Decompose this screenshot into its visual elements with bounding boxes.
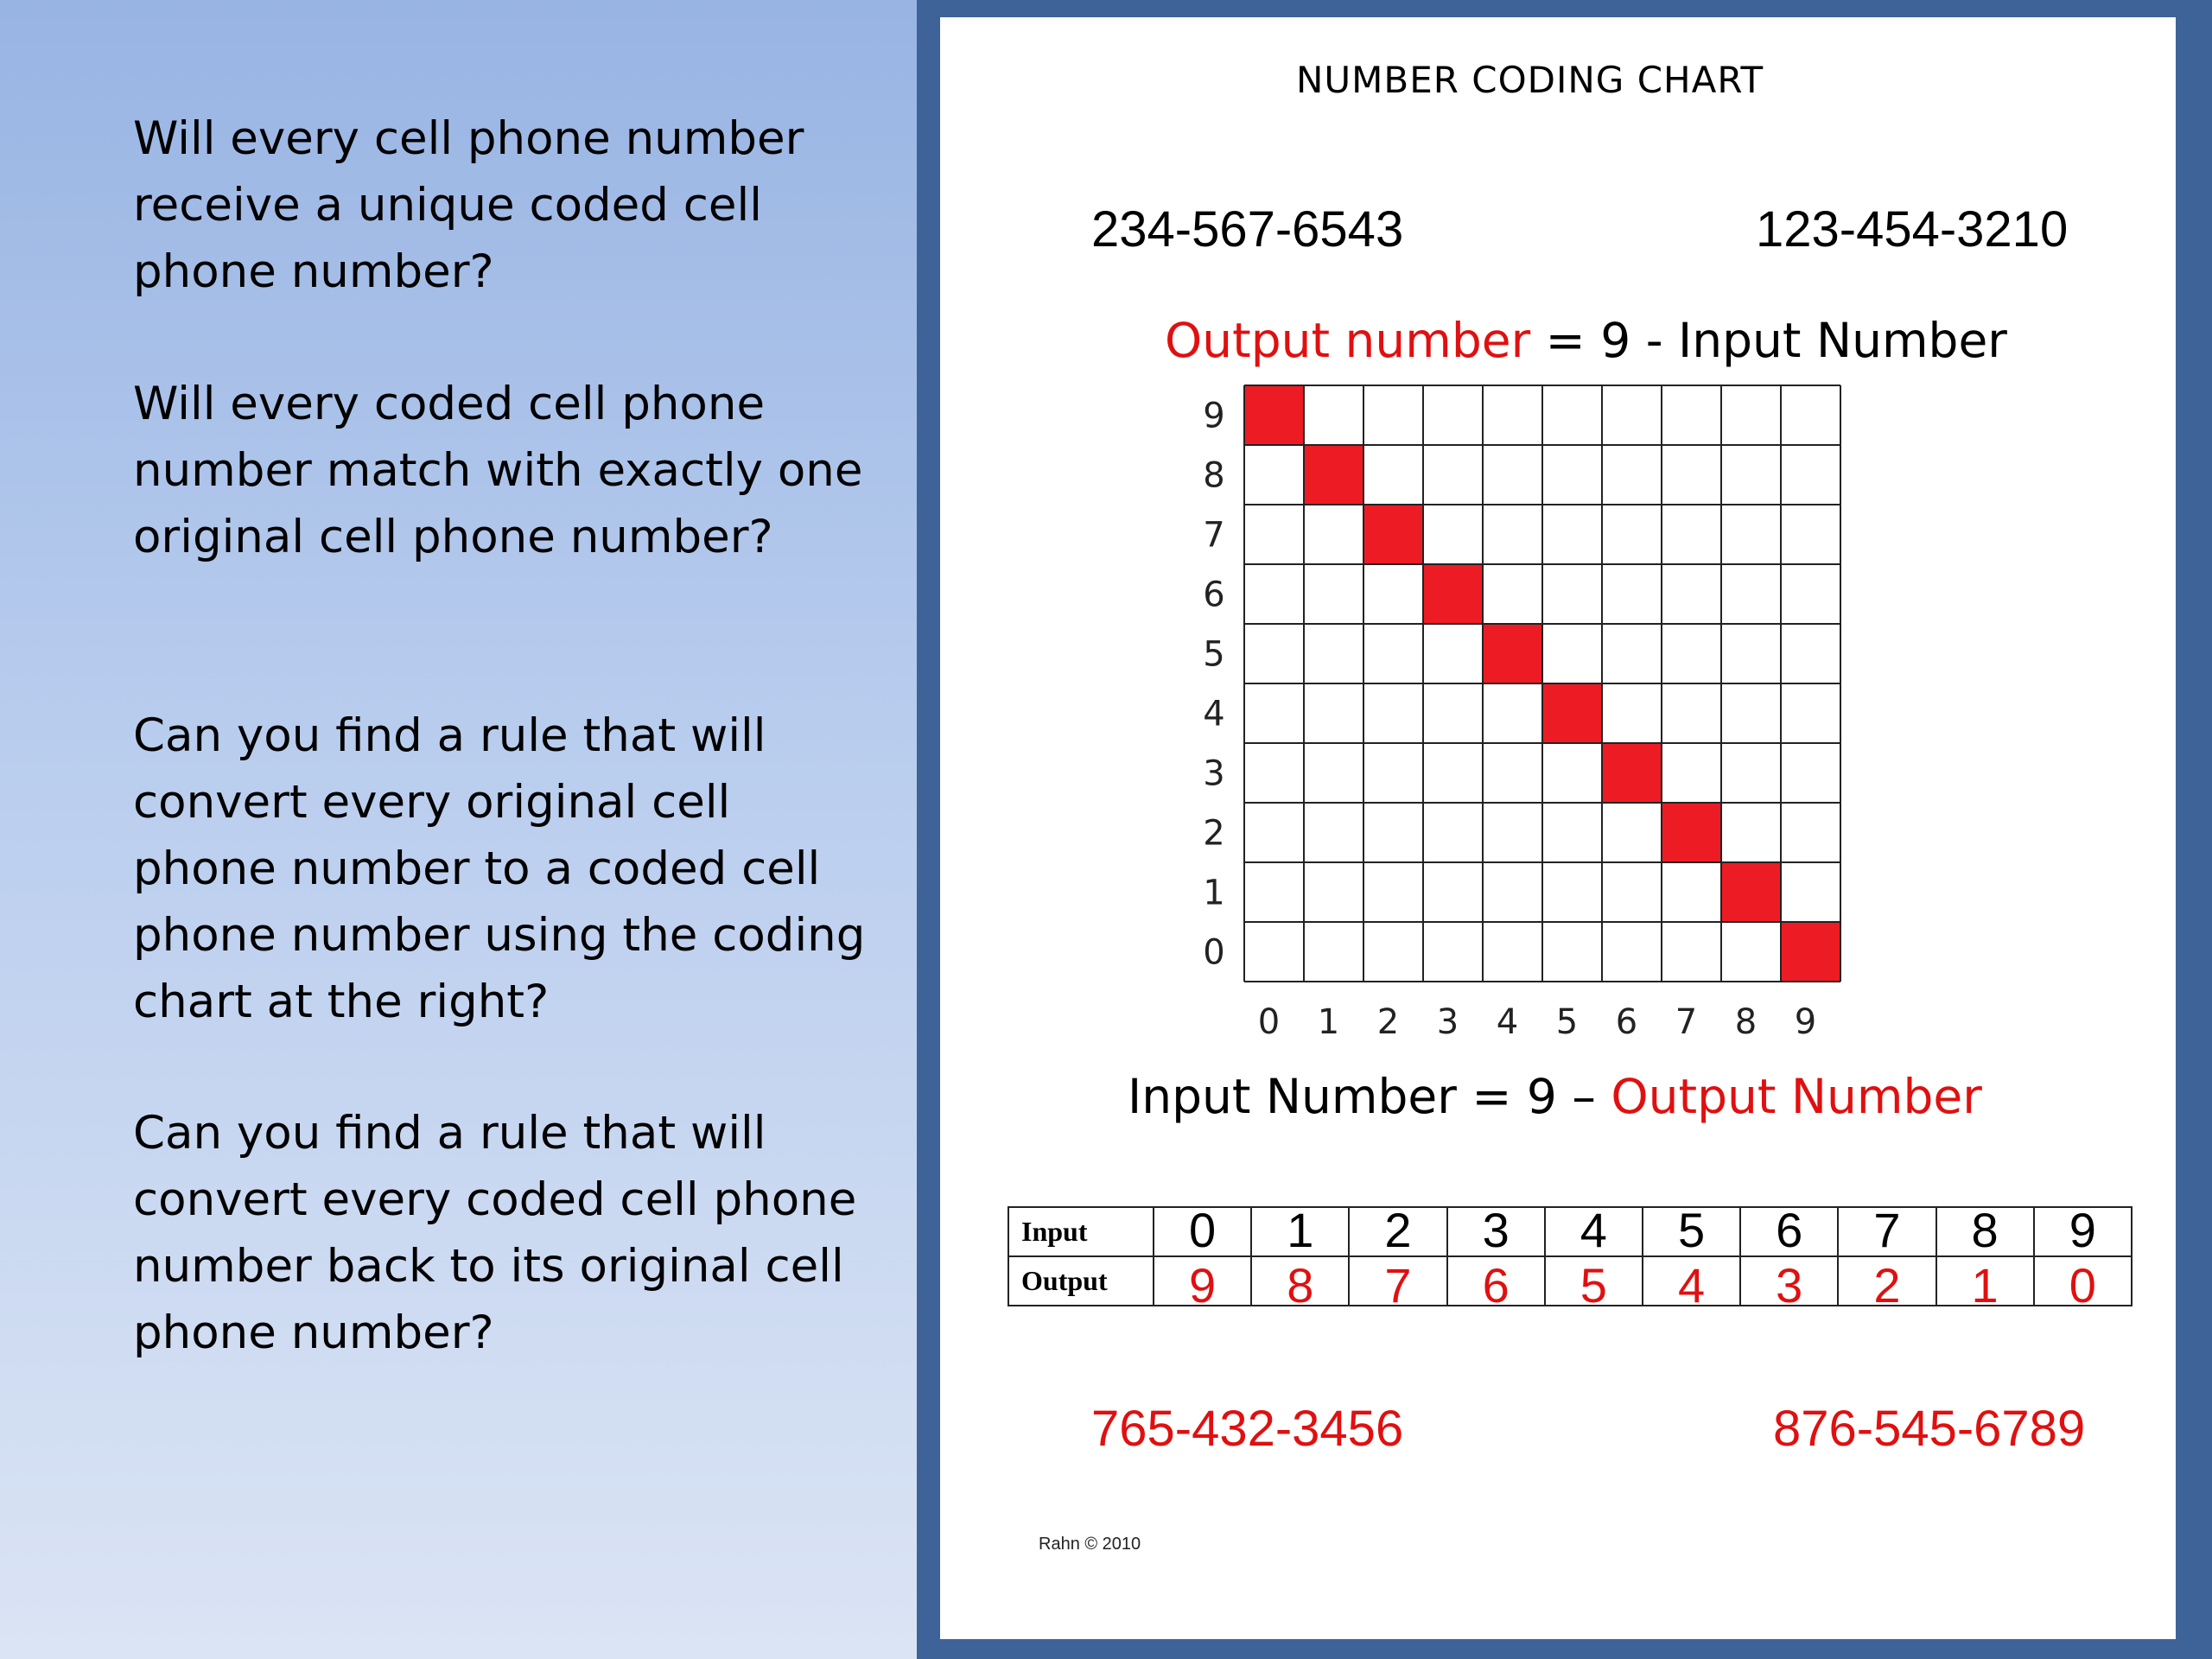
y-tick-label: 7 xyxy=(1203,515,1225,556)
io-table-output-row xyxy=(1008,1256,2132,1306)
input-cell: 4 xyxy=(1545,1207,1643,1256)
x-tick-label: 3 xyxy=(1436,1002,1459,1042)
output-cell: 0 xyxy=(2069,1258,2096,1313)
output-cell: 2 xyxy=(1873,1258,1901,1313)
input-cell: 7 xyxy=(1838,1207,1936,1256)
question-1: Will every cell phone number receive a unique coded cell phone number? xyxy=(133,112,804,298)
input-cell: 1 xyxy=(1251,1207,1349,1256)
input-label: Input xyxy=(1008,1207,1154,1256)
y-tick-label: 0 xyxy=(1203,932,1225,973)
input-phone-2: 123-454-3210 xyxy=(1756,201,2069,257)
x-tick-label: 6 xyxy=(1615,1002,1638,1042)
input-cell: 0 xyxy=(1154,1207,1251,1256)
output-phone-2: 876-545-6789 xyxy=(1773,1401,2086,1457)
y-tick-label: 5 xyxy=(1203,634,1225,675)
output-label: Output xyxy=(1008,1256,1154,1306)
formula-bottom-input: Input Number = 9 – xyxy=(1128,1069,1611,1124)
chart-sheet xyxy=(940,17,2176,1639)
x-tick-label: 4 xyxy=(1496,1002,1519,1042)
x-tick-label: 0 xyxy=(1257,1002,1281,1042)
output-cell: 1 xyxy=(1971,1258,1999,1313)
input-cell: 9 xyxy=(2034,1207,2132,1256)
x-tick-label: 8 xyxy=(1734,1002,1758,1042)
question-2: Will every coded cell phone number match with exactly one original cell phone number? xyxy=(133,378,863,563)
formula-bottom xyxy=(1128,1069,1982,1124)
formula-top xyxy=(1165,313,2007,368)
input-cell: 3 xyxy=(1447,1207,1545,1256)
input-cell: 5 xyxy=(1643,1207,1740,1256)
output-cell: 6 xyxy=(1482,1258,1510,1313)
input-cell: 2 xyxy=(1349,1207,1446,1256)
y-tick-label: 3 xyxy=(1203,753,1225,794)
x-tick-label: 9 xyxy=(1794,1002,1817,1042)
io-table-input-row xyxy=(1008,1207,2132,1256)
copyright-credit: Rahn © 2010 xyxy=(1039,1535,1141,1554)
io-table xyxy=(1007,1203,2133,1313)
output-cell: 9 xyxy=(1189,1258,1217,1313)
input-cell: 6 xyxy=(1740,1207,1838,1256)
output-cell: 4 xyxy=(1677,1258,1706,1313)
y-tick-label: 1 xyxy=(1203,873,1225,913)
question-4: Can you find a rule that will convert every coded cell phone number back to its original cell phone number? xyxy=(133,1107,857,1359)
y-tick-label: 6 xyxy=(1203,575,1225,615)
x-tick-label: 5 xyxy=(1555,1002,1579,1042)
input-cell: 8 xyxy=(1936,1207,2034,1256)
x-tick-label: 7 xyxy=(1675,1002,1698,1042)
x-tick-label: 1 xyxy=(1317,1002,1340,1042)
y-tick-label: 4 xyxy=(1203,694,1225,734)
chart-title: NUMBER CODING CHART xyxy=(1296,59,1764,101)
output-cell: 5 xyxy=(1580,1258,1607,1313)
question-panel xyxy=(0,0,917,1659)
y-tick-label: 2 xyxy=(1203,813,1225,854)
question-3: Can you find a rule that will convert every original cell phone number to a coded cell phone number using the coding chart at the right? xyxy=(133,709,866,1028)
formula-top-rest: = 9 - Input Number xyxy=(1530,313,2007,368)
output-cell: 8 xyxy=(1287,1258,1314,1313)
output-cell: 3 xyxy=(1776,1258,1803,1313)
output-cell: 7 xyxy=(1384,1258,1412,1313)
formula-bottom-output: Output Number xyxy=(1611,1069,1982,1124)
x-tick-label: 2 xyxy=(1376,1002,1400,1042)
output-phone-1: 765-432-3456 xyxy=(1091,1401,1404,1457)
formula-top-output: Output number xyxy=(1165,313,1531,368)
y-tick-label: 8 xyxy=(1203,455,1225,496)
input-phone-1: 234-567-6543 xyxy=(1091,201,1404,257)
y-tick-label: 9 xyxy=(1203,396,1225,436)
